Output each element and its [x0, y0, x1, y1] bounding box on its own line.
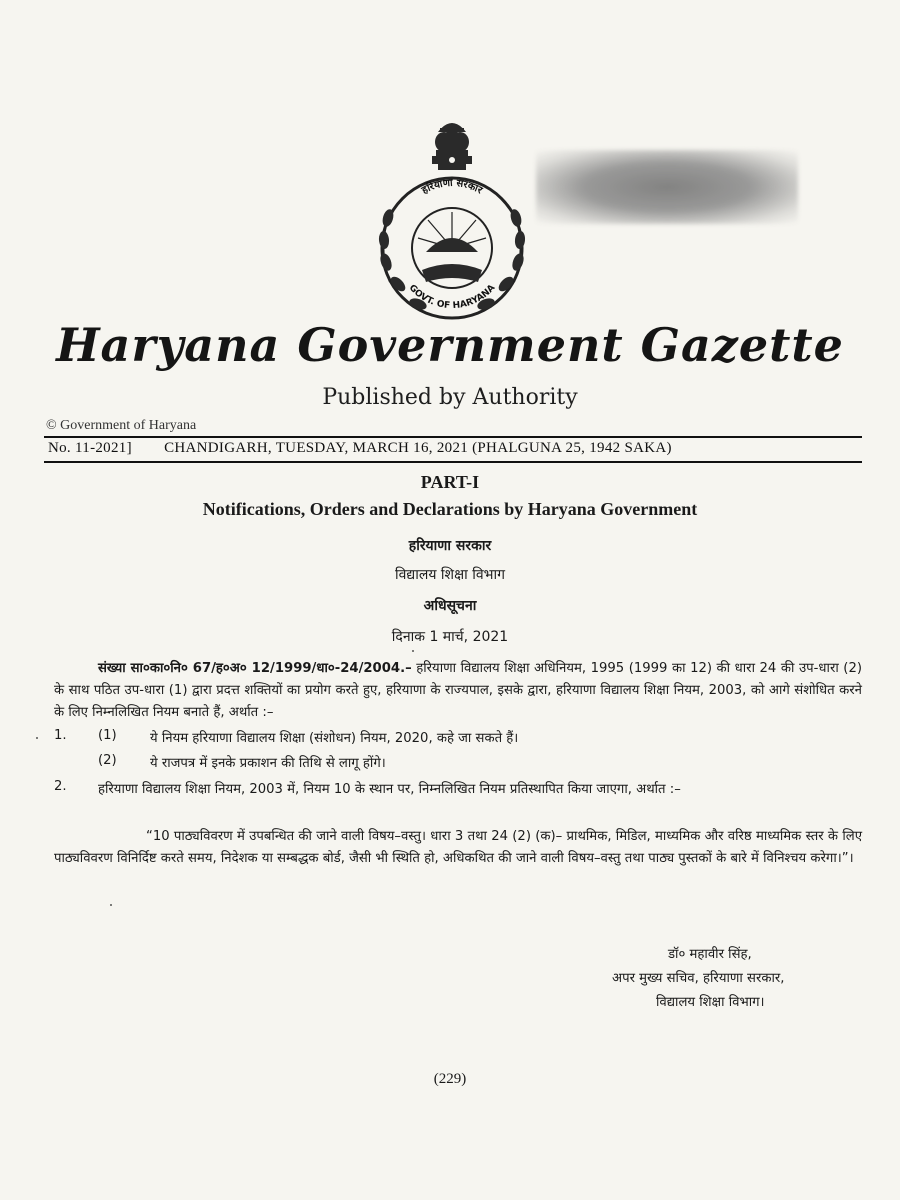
government-heading: हरियाणा सरकार — [408, 538, 492, 554]
redacted-smudge — [536, 150, 798, 224]
scan-speck — [412, 650, 414, 652]
copyright-line: © Government of Haryana — [46, 418, 197, 433]
scan-speck — [36, 737, 38, 739]
preamble-text: हरियाणा विद्यालय शिक्षा अधिनियम, 1995 (1999 का 12) की धारा 24 की उप-धारा (2) के साथ पठित उप-धारा (1) द्वारा प्रदत्त शक्तियों का प्रयोग करते हुए, हरियाणा के राज्यपाल, इसके द्वारा, हरियाणा विद्यालय शिक्षा नियम, 2003, को आगे संशोधित करने के लिए निम्नलिखित नियम बनाते हैं, अर्थात :– — [54, 661, 862, 720]
notification-heading: अधिसूचना — [423, 598, 477, 614]
emblem-english-text: GOVT. OF HARYANA — [406, 283, 498, 312]
signatory-name: डॉ० महावीर सिंह, — [668, 947, 752, 962]
haryana-emblem-icon — [368, 112, 536, 332]
clause-1-number: 1. — [54, 728, 67, 743]
published-by: Published by Authority — [322, 385, 578, 410]
issue-dateline: CHANDIGARH, TUESDAY, MARCH 16, 2021 (PHALGUNA 25, 1942 SAKA) — [164, 440, 672, 456]
gazette-title: Haryana Government Gazette — [56, 318, 844, 372]
part-heading: PART-I — [420, 472, 480, 492]
notification-date: दिनाक 1 मार्च, 2021 — [391, 629, 509, 645]
signatory-department: विद्यालय शिक्षा विभाग। — [656, 995, 765, 1010]
divider-bottom — [44, 461, 862, 463]
divider-top — [44, 436, 862, 438]
clause-2-number: 2. — [54, 779, 67, 794]
reference-number: संख्या सा०का०नि० 67/ह०अ० 12/1999/धा०-24/2004.– — [98, 661, 412, 676]
substituted-rule: “10 पाठ्यविवरण में उपबन्धित की जाने वाली विषय–वस्तु। धारा 3 तथा 24 (2) (क)– प्राथमिक, मिडिल, माध्यमिक और वरिष्ठ माध्यमिक स्तर के लिए पाठ्यविवरण विनिर्दिष्ट करते समय, निदेशक या सम्बद्धक बोर्ड, जैसी भी स्थिति हो, अधिकथित की जाने वाली विषय–वस्तु तथा पाठ्य पुस्तकों के बारे में विनिश्चय करेगा।”। — [54, 829, 862, 866]
clause-1-1-number: (1) — [98, 728, 117, 743]
signatory-designation: अपर मुख्य सचिव, हरियाणा सरकार, — [612, 971, 785, 986]
clause-1-2-text: ये राजपत्र में इनके प्रकाशन की तिथि से लागू होंगे। — [150, 756, 386, 771]
scan-speck — [110, 904, 112, 906]
issue-line — [48, 440, 860, 457]
emblem-hindi-text: हरियाणा सरकार — [420, 177, 484, 197]
page-number: (229) — [433, 1071, 467, 1087]
clause-1-2-number: (2) — [98, 753, 117, 768]
issue-number: No. 11-2021] — [48, 440, 132, 456]
department-heading: विद्यालय शिक्षा विभाग — [395, 567, 505, 583]
clause-1-1-text: ये नियम हरियाणा विद्यालय शिक्षा (संशोधन) नियम, 2020, कहे जा सकते हैं। — [150, 731, 519, 746]
preamble-paragraph — [54, 658, 862, 724]
clause-2-text: हरियाणा विद्यालय शिक्षा नियम, 2003 में, नियम 10 के स्थान पर, निम्नलिखित नियम प्रतिस्थापित किया जाएगा, अर्थात :– — [98, 782, 681, 797]
section-title: Notifications, Orders and Declarations by Haryana Government — [202, 499, 698, 519]
